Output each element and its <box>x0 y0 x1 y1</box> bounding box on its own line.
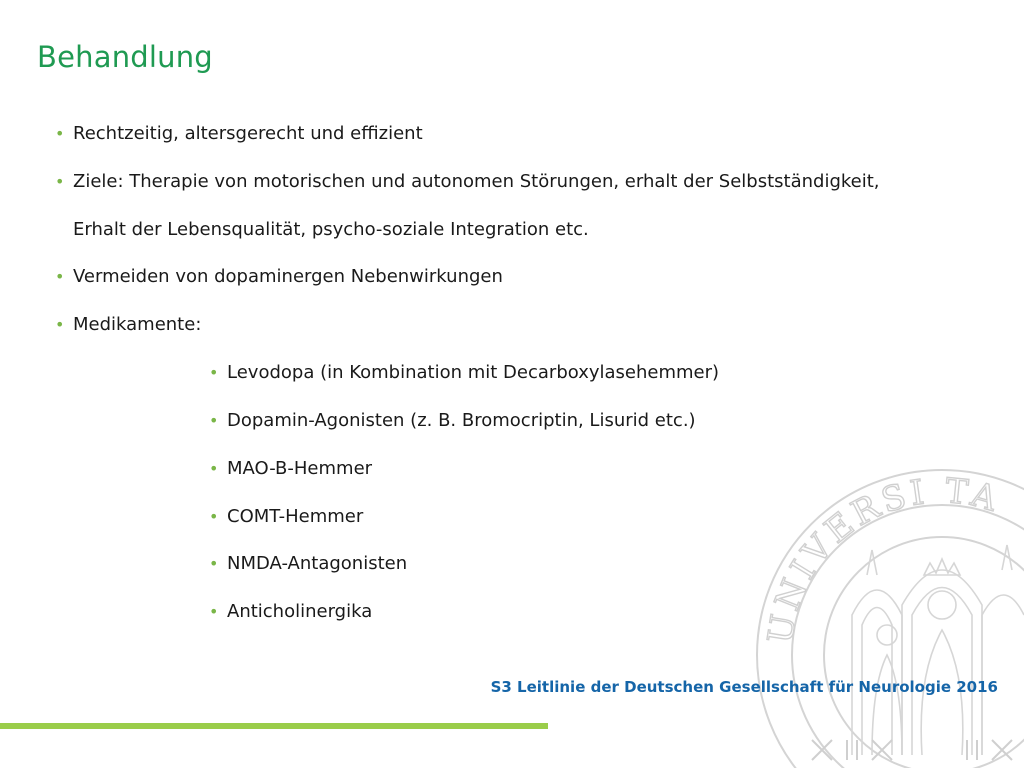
bullet-item <box>55 313 202 337</box>
sub-bullet-item <box>209 409 696 433</box>
bullet-dot-icon: • <box>55 172 65 191</box>
bullet-text: Erhalt der Lebensqualität, psycho-soziale Integration etc. <box>73 219 589 240</box>
sub-bullet-text: Dopamin-Agonisten (z. B. Bromocriptin, Lisurid etc.) <box>227 410 696 431</box>
footer-accent-bar <box>0 723 548 729</box>
bullet-text: Rechtzeitig, altersgerecht und effizient <box>73 123 423 144</box>
sub-bullet-text: MAO-B-Hemmer <box>227 458 373 479</box>
bullet-item <box>55 265 503 289</box>
sub-bullet-text: COMT-Hemmer <box>227 506 364 527</box>
bullet-dot-icon: • <box>55 315 65 334</box>
source-footer: S3 Leitlinie der Deutschen Gesellschaft für Neurologie 2016 <box>490 678 998 696</box>
sub-bullet-item <box>209 552 408 576</box>
sub-bullet-text: Levodopa (in Kombination mit Decarboxylasehemmer) <box>227 362 720 383</box>
bullet-dot-icon: • <box>209 507 219 526</box>
bullet-dot-icon: • <box>209 363 219 382</box>
svg-text:UNIVERSI TA: UNIVERSI TA <box>760 471 1006 647</box>
bullet-continuation <box>73 218 589 242</box>
sub-bullet-text: Anticholinergika <box>227 601 373 622</box>
bullet-dot-icon: • <box>209 459 219 478</box>
slide-title: Behandlung <box>37 40 213 74</box>
bullet-dot-icon: • <box>209 602 219 621</box>
bullet-dot-icon: • <box>55 124 65 143</box>
bullet-dot-icon: • <box>209 554 219 573</box>
sub-bullet-item <box>209 505 364 529</box>
bullet-dot-icon: • <box>55 267 65 286</box>
bullet-dot-icon: • <box>209 411 219 430</box>
sub-bullet-item <box>209 457 373 481</box>
bullet-item <box>55 122 423 146</box>
bullet-item <box>55 170 880 194</box>
bullet-text: Vermeiden von dopaminergen Nebenwirkungen <box>73 266 503 287</box>
university-seal-icon <box>752 455 1024 768</box>
bullet-text: Medikamente: <box>73 314 202 335</box>
bullet-text: Ziele: Therapie von motorischen und autonomen Störungen, erhalt der Selbstständigkeit, <box>73 171 880 192</box>
sub-bullet-item <box>209 600 373 624</box>
sub-bullet-item <box>209 361 720 385</box>
sub-bullet-text: NMDA-Antagonisten <box>227 553 408 574</box>
